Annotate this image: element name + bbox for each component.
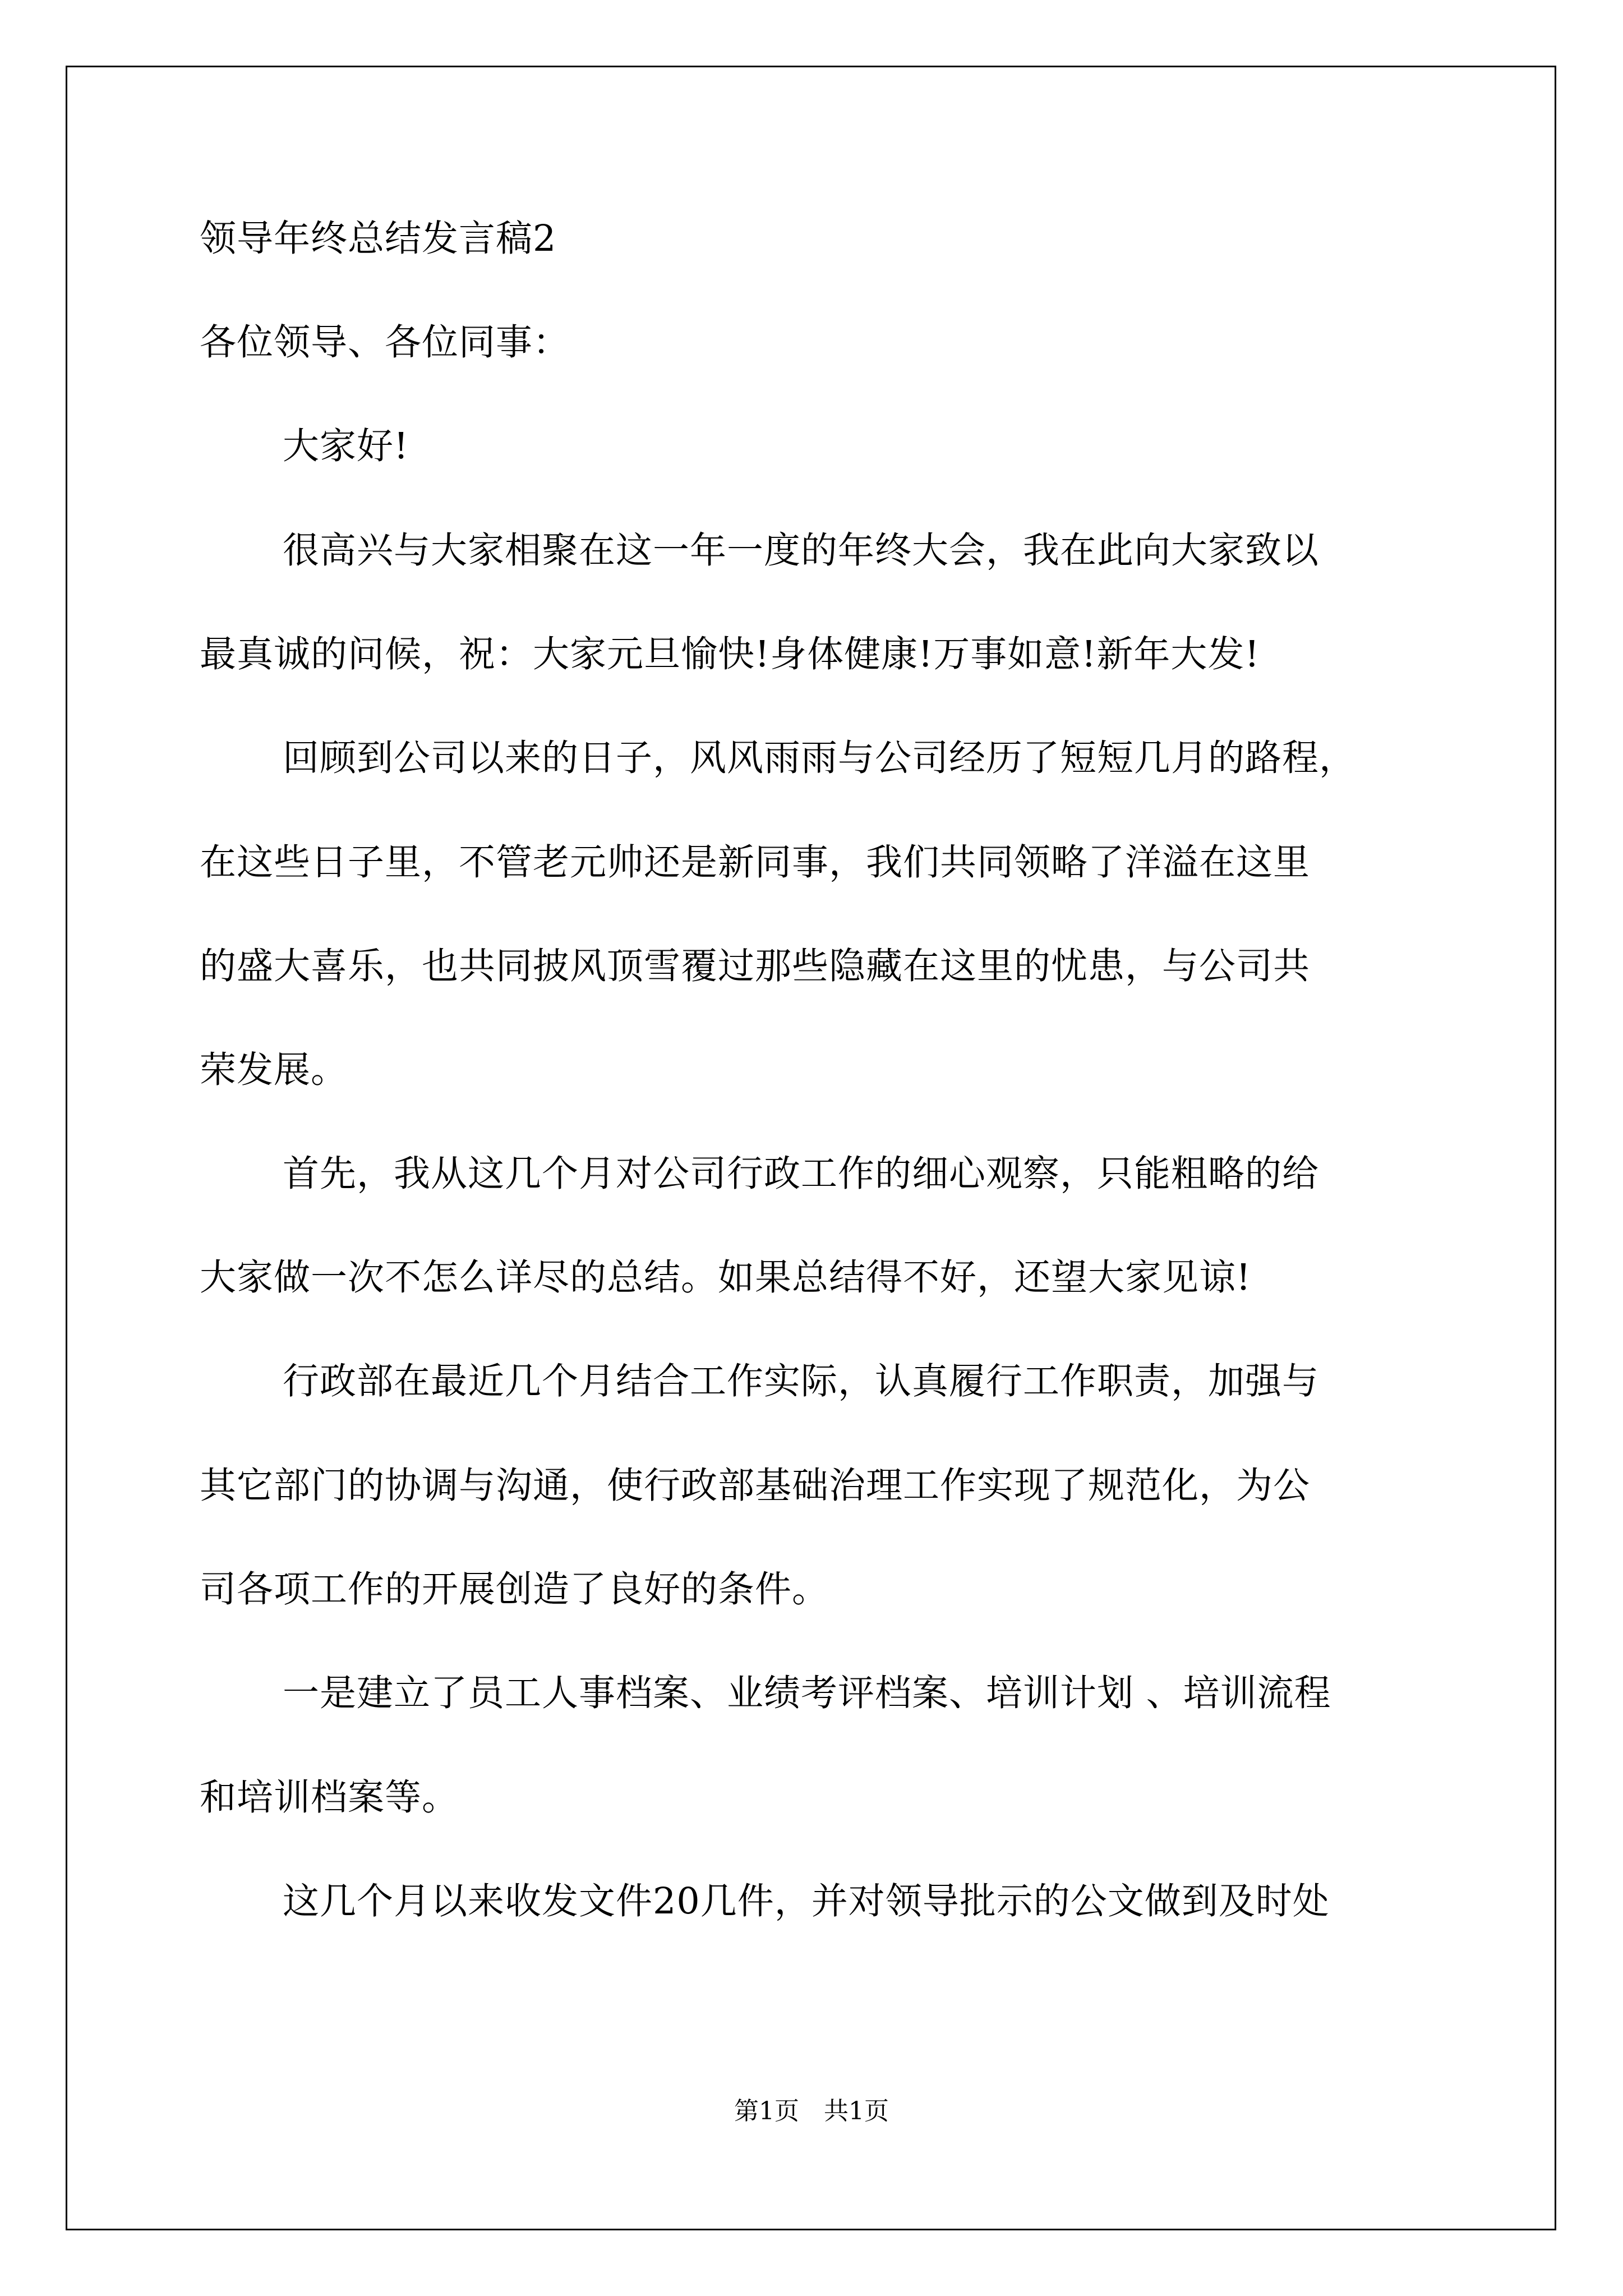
- paragraph-line: 其它部门的协调与沟通，使行政部基础治理工作实现了规范化，为公: [200, 1465, 1311, 1507]
- paragraph-line: 很高兴与大家相聚在这一年一度的年终大会，我在此向大家致以: [283, 530, 1320, 572]
- paragraph-line: 司各项工作的开展创造了良好的条件。: [200, 1568, 829, 1611]
- paragraph-line: 行政部在最近几个月结合工作实际，认真履行工作职责，加强与: [283, 1360, 1320, 1402]
- paragraph-line: 在这些日子里，不管老元帅还是新同事，我们共同领略了洋溢在这里: [200, 841, 1311, 884]
- paragraph-line: 的盛大喜乐，也共同披风顶雪覆过那些隐藏在这里的忧患，与公司共: [200, 945, 1311, 987]
- paragraph-line: 最真诚的问候，祝：大家元旦愉快!身体健康!万事如意!新年大发!: [200, 633, 1260, 675]
- paragraph-line: 和培训档案等。: [200, 1777, 459, 1819]
- paragraph-line: 荣发展。: [200, 1049, 348, 1091]
- paragraph-line: 大家好!: [283, 425, 409, 467]
- paragraph-line: 这几个月以来收发文件20几件，并对领导批示的公文做到及时处: [283, 1880, 1330, 1922]
- salutation: 各位领导、各位同事：: [200, 321, 570, 364]
- paragraph-line: 大家做一次不怎么详尽的总结。如果总结得不好，还望大家见谅!: [200, 1257, 1252, 1299]
- paragraph-line: 回顾到公司以来的日子，风风雨雨与公司经历了短短几月的路程，: [283, 737, 1357, 779]
- paragraph-line: 一是建立了员工人事档案、业绩考评档案、培训计划 、培训流程: [283, 1672, 1331, 1714]
- paragraph-line: 首先，我从这几个月对公司行政工作的细心观察，只能粗略的给: [283, 1153, 1320, 1195]
- page-footer: 第1页 共1页: [734, 2097, 889, 2125]
- document-title: 领导年终总结发言稿2: [200, 218, 557, 260]
